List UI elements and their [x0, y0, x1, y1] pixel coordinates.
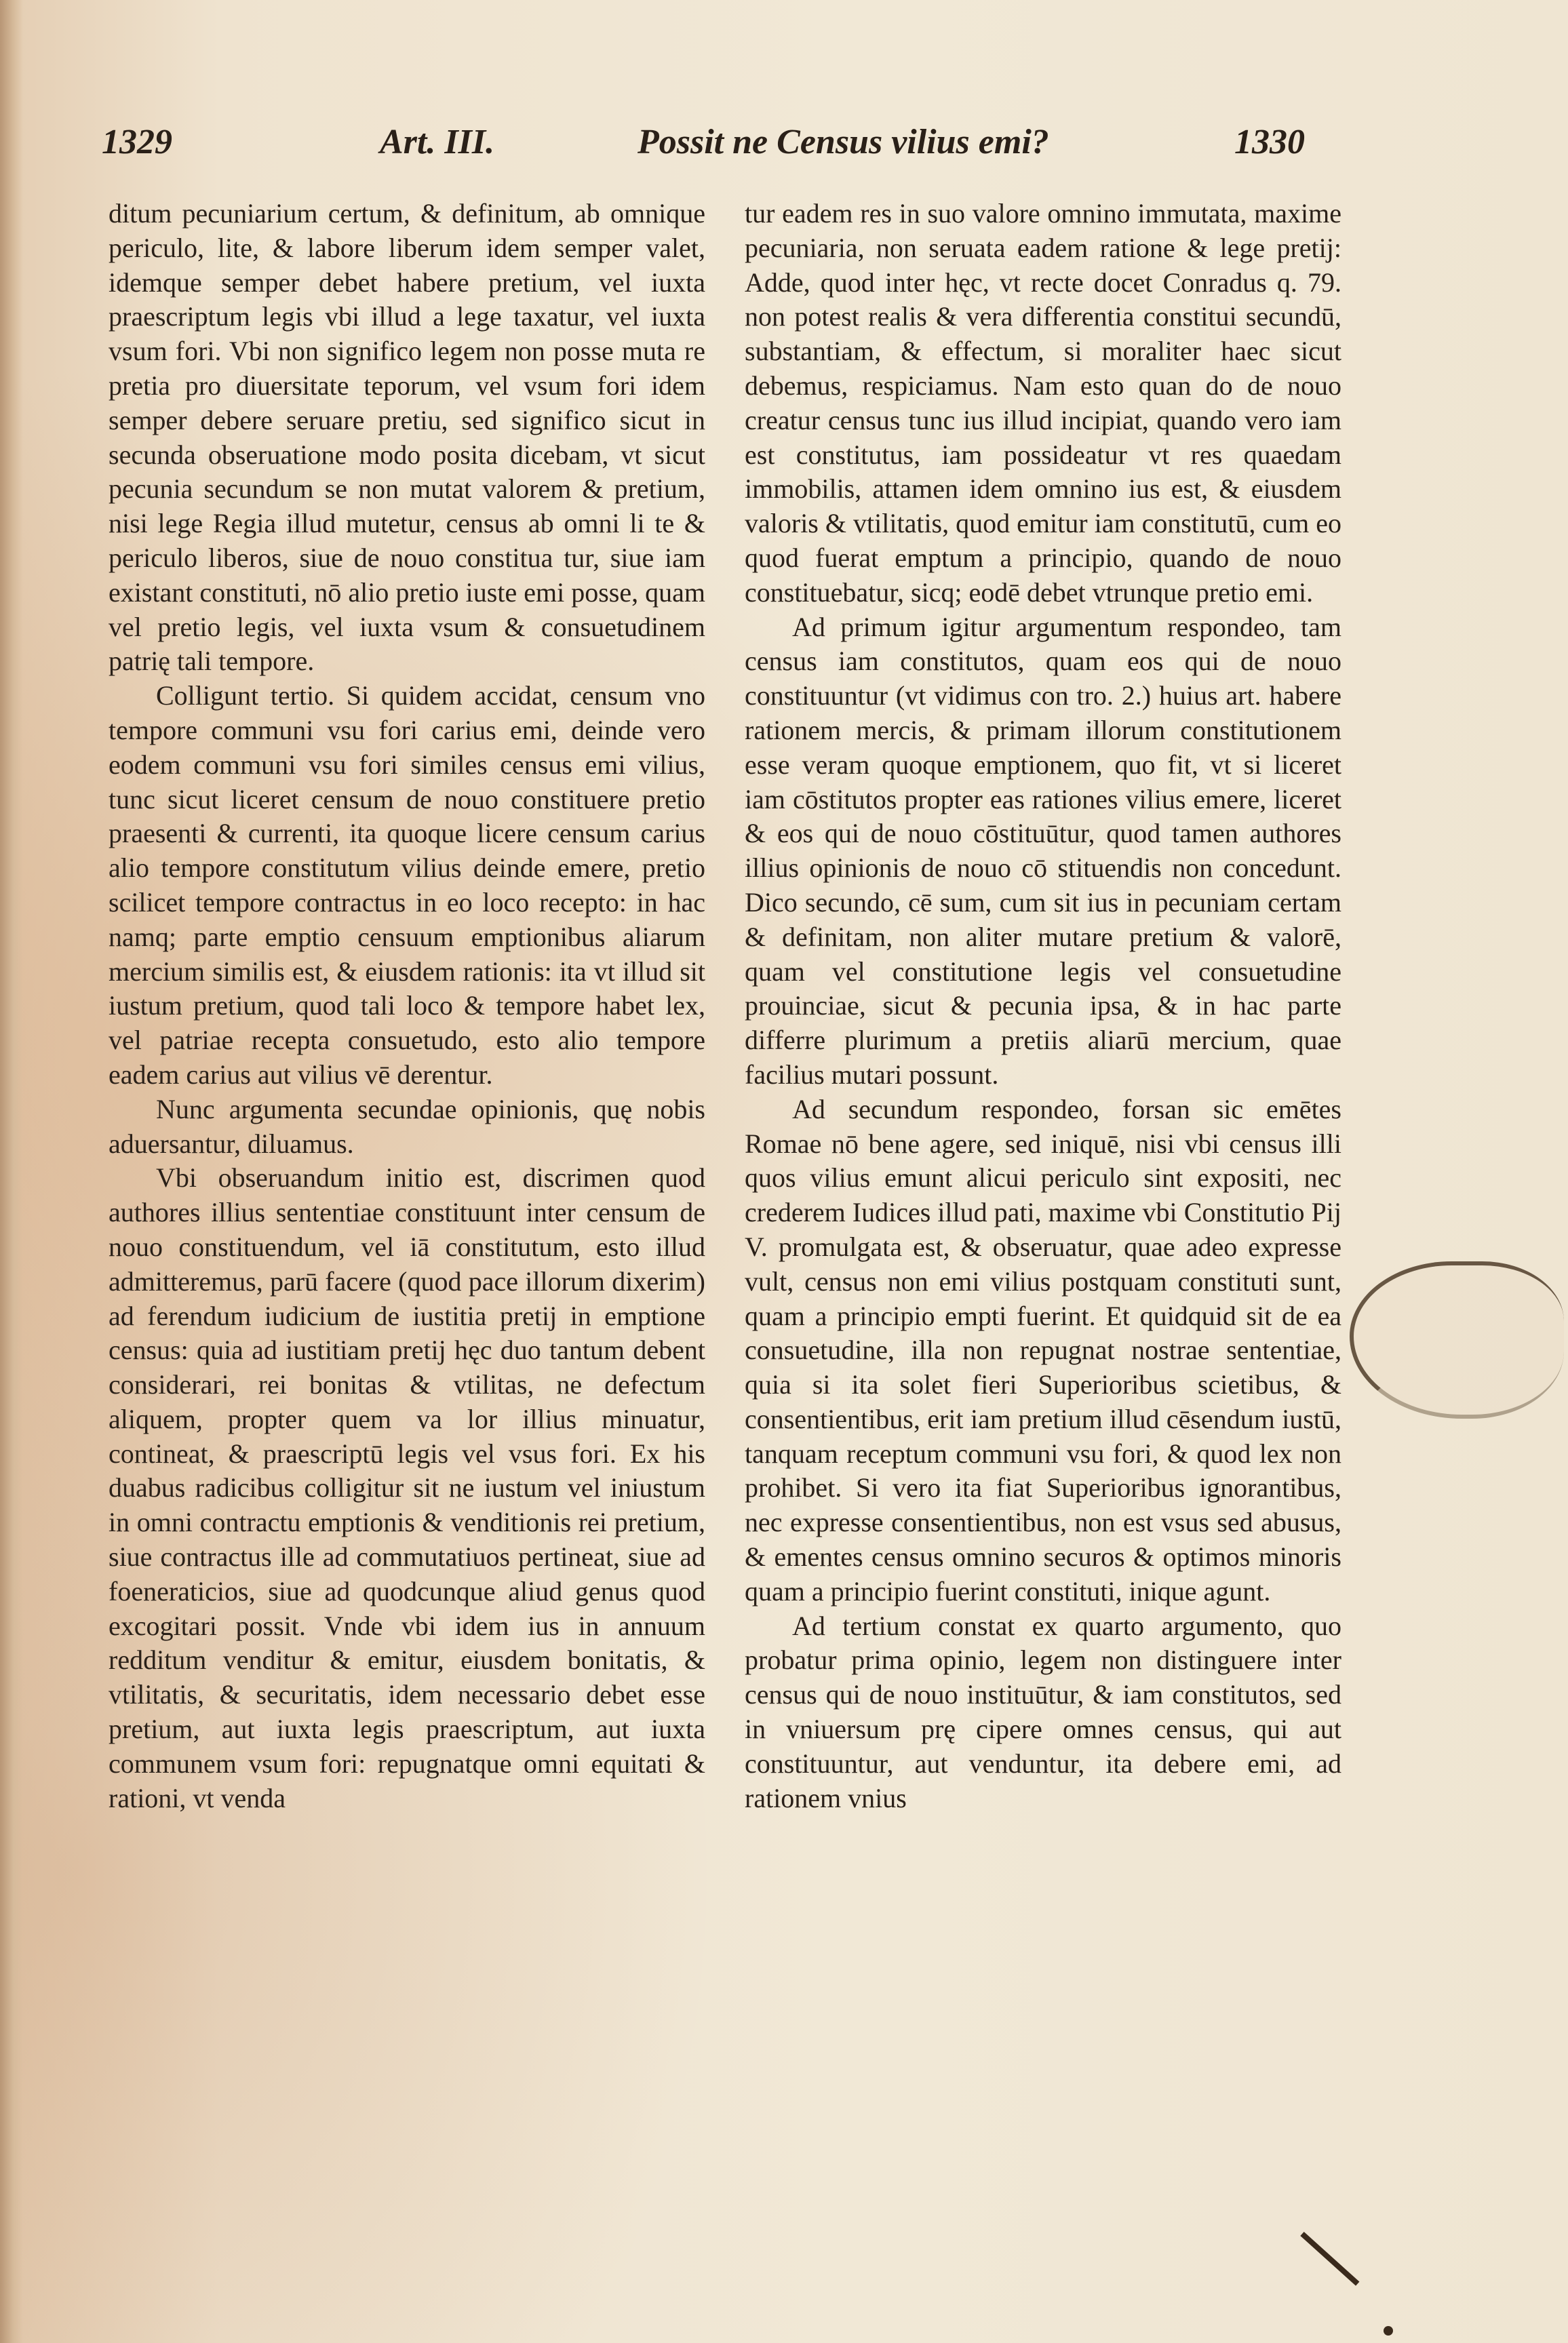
ink-dot	[1384, 2326, 1393, 2336]
ink-mark	[1300, 2232, 1359, 2286]
article-label: Art. III.	[380, 123, 495, 161]
running-title: Possit ne Census vilius emi?	[638, 123, 1049, 161]
right-column	[745, 197, 1341, 1815]
paper-damage-hole	[1350, 1261, 1564, 1419]
paragraph: ditum pecuniarium certum, & definitum, ab omnique periculo, lite, & labore liberum idem semper valet, idemque semper debet habere pretium, vel iuxta praescriptum legis vbi illud a lege taxatur, vel iuxta vsum fori. Vbi non significo legem non posse muta re pretia pro diuersitate teporum, vel vsum fori idem semper debere seruare pretiu, sed significo sicut in secunda obseruatione modo posita dicebam, vt sicut pecunia secundum se non mutat valorem & pretium, nisi lege Regia illud mutetur, census ab omni li te & periculo liberos, siue de nouo constitua tur, siue iam existant constituti, nō alio pretio iuste emi posse, quam vel pretio legis, vel iuxta vsum & consuetudinem patrię tali tempore.	[109, 198, 705, 677]
paragraph: Nunc argumenta secundae opinionis, quę nobis aduersantur, diluamus.	[109, 1093, 705, 1159]
page-number-left: 1329	[102, 123, 172, 161]
paragraph: Vbi obseruandum initio est, discrimen quod authores illius sententiae constituunt inter censum de nouo constituendum, vel iā constitutum, esto illud admitteremus, parū facere (quod pace illorum dixerim) ad ferendum iudicium de iustitia pretij in emptione census: quia ad iustitiam pretij hęc duo tantum debent considerari, rei bonitas & vtilitas, ne defectum aliquem, propter quem va lor illius minuatur, contineat, & praescriptū legis vel vsus fori. Ex his duabus radicibus colligitur sit ne iustum vel iniustum in omni contractu emptionis & venditionis rei pretium, siue contractus ille ad commutatiuos pertineat, siue ad foeneraticios, siue ad quodcunque aliud genus quod excogitari possit. Vnde vbi idem ius in annuum redditum venditur & emitur, eiusdem bonitatis, & vtilitatis, & securitatis, idem necessario debet esse pretium, aut iuxta legis praescriptum, aut iuxta communem vsum fori: repugnatque omni equitati & rationi, vt venda	[109, 1162, 705, 1813]
paragraph: Ad tertium constat ex quarto argumento, quo probatur prima opinio, legem non distinguere inter census qui de nouo instituūtur, & iam constitutos, sed in vniuersum prę cipere omnes census, qui aut constituuntur, aut venduntur, ita debere emi, ad rationem vnius	[745, 1610, 1341, 1813]
page-number-right: 1330	[1234, 123, 1305, 161]
paragraph: Ad primum igitur argumentum respondeo, tam census iam constitutos, quam eos qui de nouo constituuntur (vt vidimus con tro. 2.) huius art. habere rationem mercis, & primam illorum constitutionem esse veram quoque emptionem, quo fit, vt si liceret iam cōstitutos propter eas rationes vilius emere, liceret & eos qui de nouo cōstituūtur, quod tamen authores illius opinionis de nouo cō stituendis non concedunt. Dico secundo, cē sum, cum sit ius in pecuniam certam & definitam, non aliter mutare pretium & valorē, quam vel constitutione legis vel consuetudine prouinciae, sicut & pecunia ipsa, & in hac parte differre plurimum a pretiis aliarū mercium, quae facilius mutari possunt.	[745, 611, 1341, 1090]
paragraph: Colligunt tertio. Si quidem accidat, censum vno tempore communi vsu fori carius emi, deinde vero eodem communi vsu fori similes census emi vilius, tunc sicut liceret censum de nouo constituere pretio praesenti & currenti, ita quoque licere censum carius alio tempore constitutum vilius deinde emere, pretio scilicet tempore contractus in eo loco recepto: in hac namq; parte emptio censuum emptionibus aliarum mercium similis est, & eiusdem rationis: ita vt illud sit iustum pretium, quod tali loco & tempore habet lex, vel patriae recepta consuetudo, esto alio tempore eadem carius aut vilius vē derentur.	[109, 680, 705, 1090]
left-column	[109, 197, 705, 1815]
paragraph: Ad secundum respondeo, forsan sic emētes Romae nō bene agere, sed iniquē, nisi vbi census illi quos vilius emunt alicui periculo sint expositi, nec crederem Iudices illud pati, maxime vbi Constitutio Pij V. promulgata est, & obseruatur, quae adeo expresse vult, census non emi vilius postquam constituti sunt, quam a principio empti fuerint. Et quidquid sit de ea consuetudine, illa non repugnat nostrae sententiae, quia si ita solet fieri Superioribus scietibus, & consentientibus, erit iam pretium illud cēsendum iustū, tanquam receptum communi vsu fori, & quod lex non prohibet. Si vero ita fiat Superioribus ignorantibus, nec expresse consentientibus, non est vsus sed abusus, & ementes census omnino securos & optimos minoris quam a principio fuerint constituti, inique agunt.	[745, 1093, 1341, 1607]
running-header	[102, 122, 1322, 176]
binding-gutter	[0, 0, 23, 2343]
paragraph: tur eadem res in suo valore omnino immutata, maxime pecuniaria, non seruata eadem ratione & lege pretij: Adde, quod inter hęc, vt recte docet Conradus q. 79. non potest realis & vera differentia constitui secundū, substantiam, & effectum, si moraliter haec sicut debemus, respiciamus. Nam esto quan do de nouo creatur census tunc ius illud incipiat, quando vero iam est constitutus, iam possideatur vt res quaedam immobilis, attamen idem omnino ius est, & eiusdem valoris & vtilitatis, quod emitur iam constitutū, cum eo quod fuerat emptum a principio, quando de nouo constituebatur, sicq; eodē debet vtrunque pretio emi.	[745, 198, 1341, 608]
